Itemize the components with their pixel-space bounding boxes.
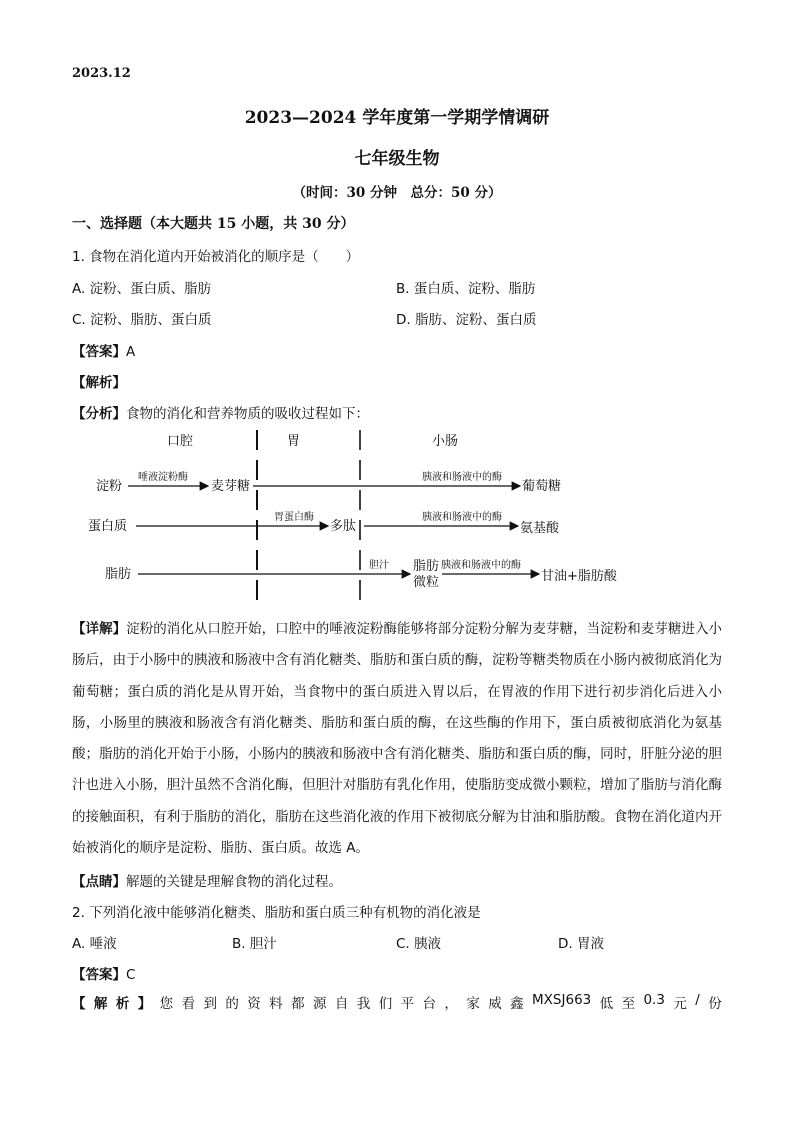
date: 2023.12 (72, 66, 131, 81)
analysis-char: 低 (599, 996, 614, 1012)
digestion-diagram (72, 424, 632, 606)
q1-answer (72, 340, 135, 360)
exam-info: （时间：30 分钟 总分：50 分） (292, 185, 502, 201)
detail-text: 淀粉的消化从口腔开始，口腔中的唾液淀粉酶能够将部分淀粉分解为麦芽糖，当淀粉和麦芽糖进入小肠后，由于小肠中的胰液和肠液中含有消化糖类、脂肪和蛋白质的酶，淀粉等糖类物质在小肠内被彻底消化为葡萄糖；蛋白质的消化是从胃开始，当食物中的蛋白质进入胃以后，在胃液的作用下进行初步消化后进入小肠，小肠里的胰液和肠液含有消化糖类、脂肪和蛋白质的酶，在这些酶的作用下，蛋白质被彻底消化为氨基酸；脂肪的消化开始于小肠，小肠内的胰液和肠液中含有消化糖类、脂肪和蛋白质的酶，同时，肝脏分泌的胆汁也进入小肠，胆汁虽然不含消化酶，但胆汁对脂肪有乳化作用，使脂肪变成微小颗粒，增加了脂肪与消化酶的接触面积，有利于脂肪的消化，脂肪在这些消化液的作用下被彻底分解为甘油和脂肪酸。食物在消化道内开始被消化的顺序是淀粉、脂肪、蛋白质。故选 A。 (72, 621, 723, 857)
analysis-char: 资 (247, 996, 261, 1012)
analysis-char: 们 (378, 996, 393, 1012)
q1-detail (72, 614, 722, 864)
protein-enzyme-2: 胰液和肠液中的酶 (422, 512, 502, 523)
analysis-char: 都 (291, 996, 305, 1012)
analysis-char: 【 (72, 996, 86, 1012)
starch-enzyme-1: 唾液淀粉酶 (138, 472, 188, 483)
analysis-char: MXSJ663 (532, 992, 592, 1008)
q2-answer (72, 963, 135, 983)
q2-option-d: D. 胃液 (558, 936, 604, 952)
region-mouth: 口腔 (167, 434, 194, 449)
section-title: 一、选择题（本大题共 15 小题，共 30 分） (72, 216, 355, 232)
q2-stem: 2. 下列消化液中能够消化糖类、脂肪和蛋白质三种有机物的消化液是 (72, 905, 481, 921)
dianjing-tag: 【点睛】 (72, 874, 126, 890)
q2-analysis-line (72, 992, 722, 1012)
starch-enzyme-2: 胰液和肠液中的酶 (422, 472, 502, 483)
bile-label: 胆汁 (369, 560, 389, 571)
q1-stem: 1. 食物在消化道内开始被消化的顺序是（ ） (72, 249, 360, 265)
glucose-label: 葡萄糖 (522, 479, 562, 494)
analysis-char: 析 (115, 996, 130, 1012)
protein-enzyme-1: 胃蛋白酶 (274, 512, 314, 523)
analysis-char: 的 (225, 996, 239, 1012)
q2-option-b: B. 胆汁 (232, 936, 277, 952)
fat-droplet-label-1: 脂肪 (413, 559, 440, 574)
analysis-char: 鑫 (510, 996, 524, 1012)
answer-tag: 【答案】 (72, 967, 126, 983)
analysis-char: 我 (356, 996, 371, 1012)
q1-analysis-tag: 【解析】 (72, 375, 126, 391)
fenxi-text: 食物的消化和营养物质的吸收过程如下： (126, 406, 369, 422)
q1-option-b: B. 蛋白质、淀粉、脂肪 (396, 281, 536, 297)
answer-tag: 【答案】 (72, 344, 126, 360)
analysis-char: 家 (466, 996, 480, 1012)
analysis-char: 份 (708, 996, 722, 1012)
region-small-intestine: 小肠 (432, 434, 459, 449)
analysis-char: 威 (488, 996, 502, 1012)
analysis-char: 台 (422, 996, 436, 1012)
dianjing-text: 解题的关键是理解食物的消化过程。 (126, 874, 342, 890)
protein-label: 蛋白质 (88, 519, 128, 534)
fat-enzyme-2: 胰液和肠液中的酶 (441, 560, 521, 571)
q1-option-c: C. 淀粉、脂肪、蛋白质 (72, 312, 212, 328)
q1-option-a: A. 淀粉、蛋白质、脂肪 (72, 281, 212, 297)
q1-dianjing (72, 870, 342, 890)
analysis-char: 料 (269, 996, 283, 1012)
fat-droplet-label-2: 微粒 (413, 575, 440, 590)
amino-acid-label: 氨基酸 (520, 521, 560, 536)
analysis-char: ， (444, 996, 458, 1012)
page-title: 2023—2024 学年度第一学期学情调研 (244, 108, 550, 128)
analysis-char: 】 (137, 996, 152, 1012)
analysis-char: 看 (181, 996, 196, 1012)
q1-option-d: D. 脂肪、淀粉、蛋白质 (396, 312, 537, 328)
fenxi-tag: 【分析】 (72, 406, 126, 422)
subject-title: 七年级生物 (354, 149, 440, 169)
fat-label: 脂肪 (105, 567, 132, 582)
q2-option-c: C. 胰液 (396, 936, 442, 952)
analysis-char: 源 (312, 996, 327, 1012)
analysis-char: 解 (93, 996, 108, 1012)
maltose-label: 麦芽糖 (211, 479, 251, 494)
q1-fenxi (72, 402, 369, 422)
answer-value: C (126, 967, 136, 983)
analysis-char: 到 (203, 996, 217, 1012)
analysis-char: 平 (400, 996, 415, 1012)
analysis-char: 0.3 (643, 992, 665, 1008)
analysis-char: 自 (334, 996, 349, 1012)
analysis-char: / (695, 992, 700, 1008)
q2-option-a: A. 唾液 (72, 936, 117, 952)
analysis-char: 元 (673, 996, 687, 1012)
analysis-char: 至 (621, 996, 636, 1012)
glycerol-fatty-acid-label: 甘油+脂肪酸 (541, 569, 617, 584)
region-stomach: 胃 (287, 434, 301, 449)
starch-label: 淀粉 (96, 479, 123, 494)
detail-tag: 【详解】 (72, 621, 127, 637)
analysis-char: 您 (159, 996, 174, 1012)
peptide-label: 多肽 (330, 519, 357, 534)
answer-value: A (126, 344, 136, 360)
